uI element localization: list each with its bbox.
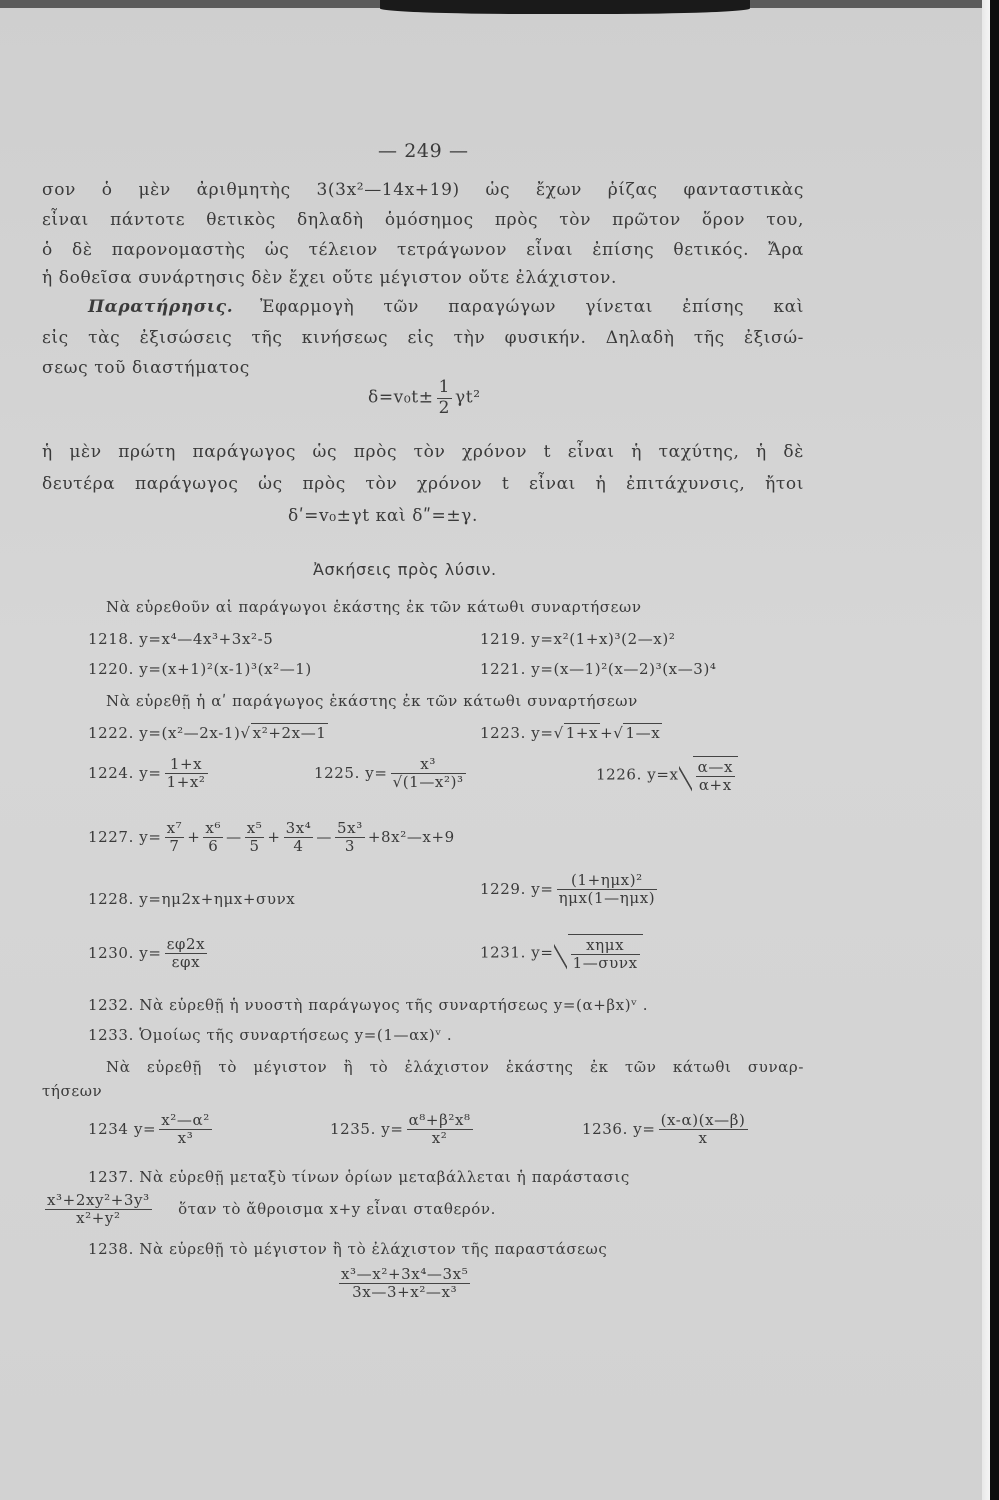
exercise-1223: 1223. y=√ 1+x +√ 1—x — [480, 724, 661, 742]
derivatives-line: δʹ=v₀±γt καὶ δʺ=±γ. — [288, 506, 478, 526]
intro-3-cont: τήσεων — [42, 1082, 103, 1100]
body-line-3: ὁ δὲ παρονομαστὴς ὡς τέλειον τετράγωνον εἶναι ἐπίσης θετικός. Ἄρα — [42, 240, 804, 260]
exercise-1238-expression: $\frac{\text{x³—x²+3x⁴—3x⁵}}{\text{3x—3+x²—x³}}$ — [341, 1265, 469, 1302]
section-title: Ἀσκήσεις πρὸς λύσιν. — [313, 560, 497, 579]
page-number: — 249 — — [378, 140, 469, 162]
exercise-1219: 1219. y=x²(1+x)³(2—x)² — [480, 630, 676, 648]
exercise-1221: 1221. y=(x—1)²(x—2)³(x—3)⁴ — [480, 660, 717, 678]
exercise-1238: 1238. Νὰ εὑρεθῇ τὸ μέγιστον ἢ τὸ ἐλάχιστον τῆς παραστάσεως — [88, 1240, 608, 1258]
exercise-1237-expression: $\frac{\text{x³+2xy²+3y³}}{\text{x²+y²}}$ ὅταν τὸ ἄθροισμα x+y εἶναι σταθερόν. — [47, 1191, 496, 1228]
intro-2: Νὰ εὑρεθῇ ἡ αʹ παράγωγος ἑκάστης ἐκ τῶν κάτωθι συναρτήσεων — [106, 692, 638, 710]
exercise-1220: 1220. y=(x+1)²(x-1)³(x²—1) — [88, 660, 312, 678]
exercise-1228: 1228. y=ημ2x+ημx+συνx — [88, 890, 296, 908]
top-scan-edge — [0, 0, 990, 8]
exercise-1233: 1233. Ὁμοίως τῆς συναρτήσεως y=(1—αx)ᵛ . — [88, 1026, 453, 1044]
exercise-1226: 1226. y=x $\frac{\alpha—x}{\alpha+x}$ — [596, 756, 738, 795]
exercise-1218: 1218. y=x⁴—4x³+3x²-5 — [88, 630, 274, 648]
intro-1: Νὰ εὑρεθοῦν αἱ παράγωγοι ἑκάστης ἐκ τῶν κάτωθι συναρτήσεων — [106, 598, 642, 616]
remark-line-2: εἰς τὰς ἐξισώσεις τῆς κινήσεως εἰς τὴν φυσικήν. Δηλαδὴ τῆς ἐξισώ- — [42, 328, 804, 348]
exercise-1224: 1224. y= $\frac{1+x}{\text{1+x²}}$ — [88, 755, 206, 792]
formula-delta: δ=v₀t± $\frac{1}{2}$ γt² — [368, 377, 481, 418]
body-line-6: δευτέρα παράγωγος ὡς πρὸς τὸν χρόνον t εἶναι ἡ ἐπιτάχυνσις, ἤτοι — [42, 474, 804, 494]
exercise-1235: 1235. y= $\frac{\text{α⁸+β²x⁸}}{\text{x²}}$ — [330, 1111, 471, 1148]
remark-label: Παρατήρησις. — [88, 297, 234, 317]
exercise-1232: 1232. Νὰ εὑρεθῇ ἡ νυοστὴ παράγωγος τῆς συναρτήσεως y=(α+βx)ᵛ . — [88, 996, 649, 1014]
exercise-1225: 1225. y= $\frac{\text{x³}}{\text{√(1—x²)³}}$ — [314, 755, 464, 792]
body-line-4: ἡ δοθεῖσα συνάρτησις δὲν ἔχει οὔτε μέγιστον οὔτε ἐλάχιστον. — [42, 268, 617, 288]
exercise-1222: 1222. y=(x²—2x-1)√ x²+2x—1 — [88, 724, 327, 742]
exercise-1234: 1234 y= $\frac{\text{x²—α²}}{\text{x³}}$ — [88, 1111, 210, 1148]
remark-line-1: Ἐφαρμογὴ τῶν παραγώγων γίνεται ἐπίσης καὶ — [260, 297, 804, 317]
exercise-1229: 1229. y= $\frac{\text{(1+ημx)²}}{\text{ημx(1—ημx)}}$ — [480, 871, 656, 908]
exercise-1236: 1236. y= $\frac{(x-\alpha)(x—\beta)}{x}$ — [582, 1111, 746, 1148]
exercise-1237: 1237. Νὰ εὑρεθῇ μεταξὺ τίνων ὁρίων μεταβάλλεται ἡ παράστασις — [88, 1168, 630, 1186]
intro-3: Νὰ εὑρεθῇ τὸ μέγιστον ἢ τὸ ἐλάχιστον ἑκάστης ἐκ τῶν κάτωθι συναρ- — [106, 1058, 804, 1076]
body-line-5: ἡ μὲν πρώτη παράγωγος ὡς πρὸς τὸν χρόνον t εἶναι ἡ ταχύτης, ἡ δὲ — [42, 442, 804, 462]
exercise-1231: 1231. y= $\frac{\text{xημx}}{\text{1—συνx}}$ — [480, 934, 643, 973]
body-line-1: σον ὁ μὲν ἀριθμητὴς 3(3x²—14x+19) ὡς ἔχων ῥίζας φανταστικὰς — [42, 180, 804, 200]
remark-line-3: σεως τοῦ διαστήματος — [42, 358, 250, 378]
body-line-2: εἶναι πάντοτε θετικὸς δηλαδὴ ὁμόσημος πρὸς τὸν πρῶτον ὅρον του, — [42, 210, 804, 230]
page-edge — [982, 0, 990, 1500]
exercise-1230: 1230. y= $\frac{\varepsilon\varphi 2x}{\text{εφx}}$ — [88, 935, 206, 972]
exercise-1227: 1227. y= $\frac{\text{x⁷}}{7}$ + $\frac{\text{x⁶}}{6}$ — $\frac{\text{x⁵}}{5}$ + $\frac{\text{3x⁴}}{4}$ — $\frac{\text{5x³}}{3}$ +8x²—x+9 — [88, 819, 455, 856]
